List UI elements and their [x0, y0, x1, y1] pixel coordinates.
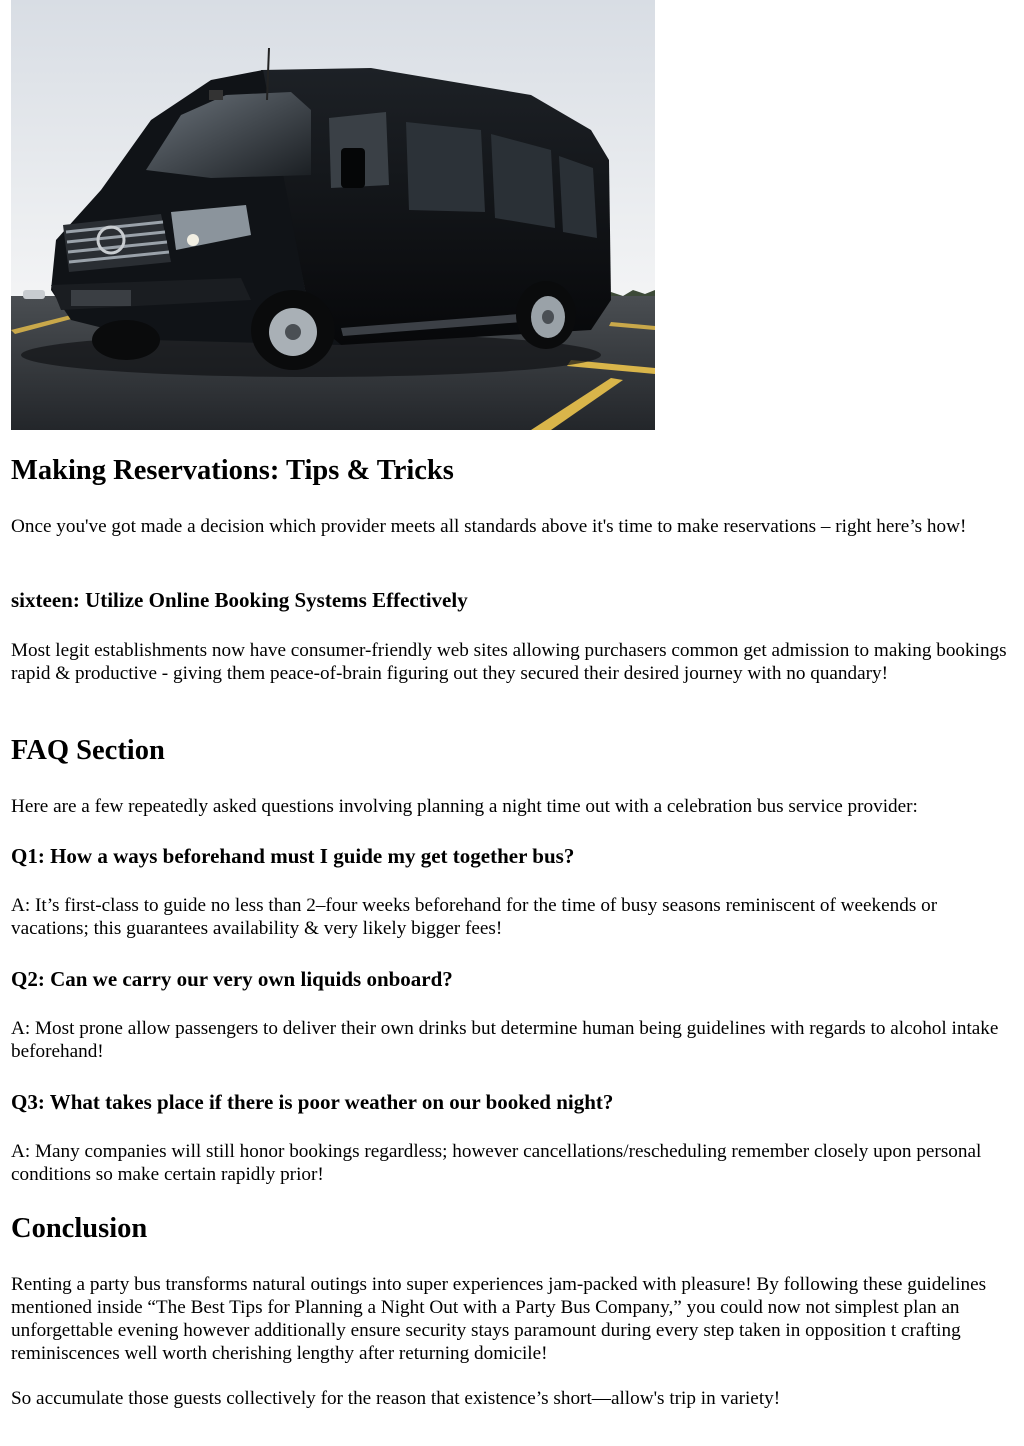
conclusion-heading: Conclusion: [11, 1213, 148, 1244]
faq-answer-3: A: Many companies will still honor bookings regardless; however cancellations/rescheduling remember closely upon personal conditions so make certain rapidly prior!: [11, 1141, 982, 1185]
faq-question-2: Q2: Can we carry our very own liquids onboard?: [11, 967, 453, 991]
faq-answer-2: A: Most prone allow passengers to deliver their own drinks but determine human being guidelines with regards to alcohol intake beforehand!: [11, 1018, 999, 1062]
conclusion-text: Renting a party bus transforms natural outings into super experiences jam-packed with pleasure! By following these guidelines mentioned inside “The Best Tips for Planning a Night Out with a Party Bus Company,” you could now not simplest plan an unforgettable evening however additionally ensure security stays paramount during every step taken in opposition t crafting reminiscences well worth cherishing lengthy after returning domicile!: [11, 1274, 987, 1364]
hero-image: [11, 0, 655, 430]
faq-answer-1: A: It’s first-class to guide no less than 2–four weeks beforehand for the time of busy seasons reminiscent of weekends or vacations; this guarantees availability & very likely bigger fees!: [11, 895, 938, 939]
reservations-heading: Making Reservations: Tips & Tricks: [11, 455, 454, 486]
tip-text: Most legit establishments now have consumer-friendly web sites allowing purchasers common get admission to making bookings rapid & productive - giving them peace-of-brain figuring out they secured their desired journey with no quandary!: [11, 640, 1007, 684]
faq-question-3: Q3: What takes place if there is poor weather on our booked night?: [11, 1090, 614, 1114]
conclusion-closing: So accumulate those guests collectively for the reason that existence’s short—allow's trip in variety!: [11, 1388, 781, 1409]
faq-question-1: Q1: How a ways beforehand must I guide my get together bus?: [11, 844, 575, 868]
faq-intro: Here are a few repeatedly asked questions involving planning a night time out with a celebration bus service provider:: [11, 796, 918, 817]
reservations-intro: Once you've got made a decision which provider meets all standards above it's time to make reservations – right here’s how!: [11, 516, 967, 537]
tip-heading: sixteen: Utilize Online Booking Systems Effectively: [11, 588, 468, 612]
van-photo: [11, 0, 655, 430]
faq-heading: FAQ Section: [11, 735, 165, 766]
